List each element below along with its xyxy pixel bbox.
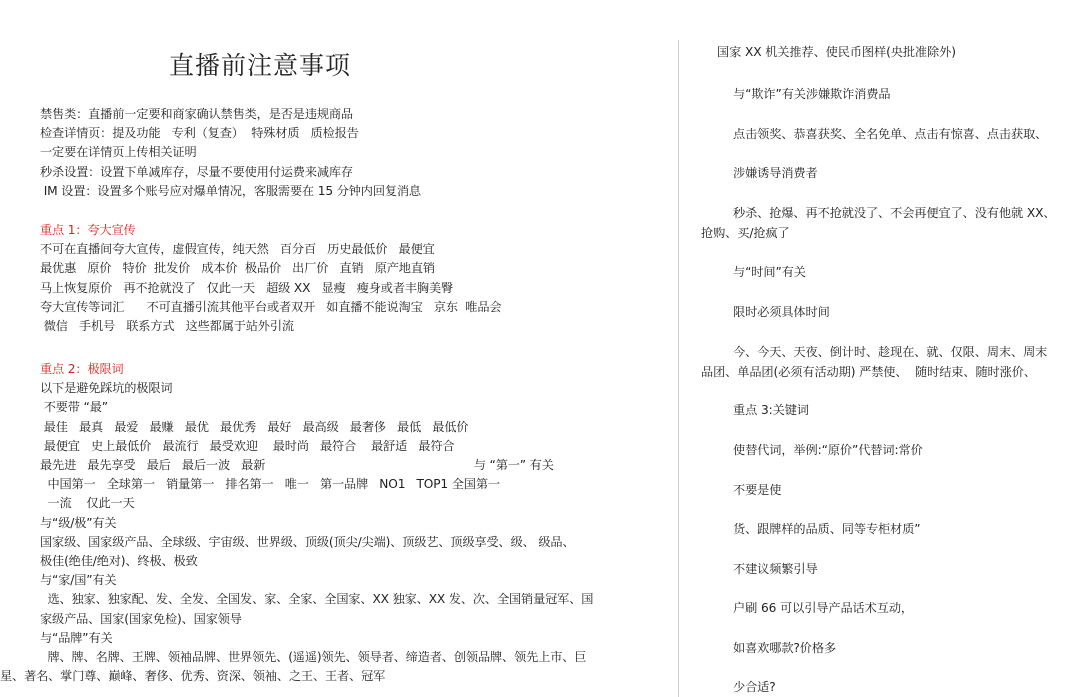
text-line: 国家 XX 机关推荐、使民币图样(央批准除外) <box>717 45 956 59</box>
text-line: 最优惠 原价 特价 批发价 成本价 极品价 出厂价 直销 原产地直销 <box>40 261 435 276</box>
text-line: 少合适? <box>733 680 776 694</box>
text-line: 与“欺诈”有关涉嫌欺诈消费品 <box>733 87 891 101</box>
paragraph <box>681 598 1080 618</box>
paragraph <box>681 519 1080 539</box>
text-line: 一流 仅此一天 <box>40 496 135 511</box>
page-separator <box>678 40 679 697</box>
text-line: 限时必须具体时间 <box>733 305 830 319</box>
intro-block <box>40 105 672 201</box>
section-exaggeration <box>40 221 672 336</box>
text-line: 如喜欢哪款?价格多 <box>733 641 837 655</box>
text-line: 马上恢复原价 再不抢就没了 仅此一天 超级 XX 显瘦 瘦身或者丰胸美臀 <box>40 280 454 295</box>
text-line: 与“品牌”有关 <box>40 630 113 645</box>
paragraph <box>681 262 1080 282</box>
text-line: 夸大宣传等词汇 不可直播引流其他平台或者双开 如直播不能说淘宝 京东 唯品会 <box>40 299 502 314</box>
text-line: 星、著名、掌门尊、巅峰、奢侈、优秀、资深、领袖、之王、王者、冠军 <box>0 669 386 684</box>
text-line: 禁售类：直播前一定要和商家确认禁售类，是否是违规商品 <box>40 107 353 121</box>
text-line: 最先进 最先享受 最后 最后一波 最新 与 “第一” 有关 <box>40 458 554 473</box>
text-line: 选、独家、独家配、发、全发、全国发、家、全家、全国家、XX 独家、XX 发、次、全国销量冠军、国 <box>40 592 594 607</box>
document-title: 直播前注意事项 <box>168 51 351 80</box>
paragraph <box>681 302 1080 322</box>
text-line: 检查详情页：提及功能 专利（复查） 特殊材质 质检报告 <box>40 126 359 141</box>
text-line: 微信 手机号 联系方式 这些都属于站外引流 <box>40 319 294 334</box>
text-line: 不要是使 <box>733 483 782 497</box>
text-line: 使替代词，举例:“原价”代替词:常价 <box>733 443 923 457</box>
text-line: 重点 3:关键词 <box>733 403 809 417</box>
text-line: 涉嫌诱导消费者 <box>733 166 818 180</box>
text-line: 极佳(绝佳/绝对)、终极、极致 <box>40 554 198 569</box>
text-line: 中国第一 全球第一 销量第一 排名第一 唯一 第一品牌 NO1 TOP1 全国第一 <box>40 477 500 492</box>
text-line: 今、今天、天夜、倒计时、趁现在、就、仅限、周末、周末 <box>733 345 1048 359</box>
paragraph <box>681 400 1080 420</box>
paragraph <box>681 203 1080 243</box>
section-heading: 重点 2：极限词 <box>40 362 124 376</box>
section-heading: 重点 1：夸大宣传 <box>40 223 136 237</box>
text-line: 货、跟牌样的品质、同等专柜材质” <box>733 522 921 536</box>
text-line: IM 设置：设置多个账号应对爆单情况，客服需要在 15 分钟内回复消息 <box>40 183 421 198</box>
text-line: 牌、牌、名牌、王牌、领袖品牌、世界领先、(遥遥)领先、领导者、缔造者、创领品牌、领先上市、巨 <box>40 650 587 665</box>
paragraph <box>681 84 1080 104</box>
text-line: 一定要在详情页上传相关证明 <box>40 145 197 160</box>
text-line: 与“时间”有关 <box>733 265 806 279</box>
text-line: 秒杀、抢爆、再不抢就没了、不会再便宜了、没有他就 XX、 <box>733 206 1056 220</box>
text-line: 最佳 最真 最爱 最赚 最优 最优秀 最好 最高级 最奢侈 最低 最低价 <box>40 419 469 434</box>
text-line: 点击领奖、恭喜获奖、全名免单、点击有惊喜、点击获取、 <box>733 127 1048 141</box>
text-line: 与“级/极”有关 <box>40 515 117 530</box>
text-line: 秒杀设置：设置下单减库存，尽量不要使用付运费来减库存 <box>40 164 353 179</box>
text-line: 不可在直播间夸大宣传，虚假宣传，纯天然 百分百 历史最低价 最便宜 <box>40 242 435 257</box>
paragraph <box>681 638 1080 658</box>
section-extreme-words <box>0 360 672 686</box>
text-line: 国家级、国家级产品、全球级、宇宙级、世界级、顶级(顶尖/尖端)、顶级艺、顶级享受、级、 级品、 <box>40 534 575 549</box>
text-line: 最便宜 史上最低价 最流行 最受欢迎 最时尚 最符合 最舒适 最符合 <box>40 438 455 453</box>
paragraph <box>681 677 1080 697</box>
text-line: 家级产品、国家(国家免检)、国家领导 <box>40 611 242 626</box>
paragraph <box>681 440 1080 460</box>
paragraph <box>681 342 1080 382</box>
text-line: 与“家/国”有关 <box>40 573 117 588</box>
text-line: 户刷 66 可以引导产品话术互动， <box>733 601 913 615</box>
paragraph <box>681 480 1080 500</box>
text-line: 品团、单品团(必须有活动期) 严禁使、 随时结束、随时涨价、 <box>701 365 1036 379</box>
paragraph <box>681 163 1080 183</box>
paragraph <box>681 124 1080 144</box>
text-line: 不要带 “最” <box>40 400 108 415</box>
text-line: 抢购、买/抢疯了 <box>701 226 790 240</box>
text-line: 以下是避免踩坑的极限词 <box>40 381 173 396</box>
right-page <box>681 0 1080 697</box>
paragraph <box>681 42 1080 62</box>
paragraph <box>681 559 1080 579</box>
text-line: 不建议频繁引导 <box>733 562 818 576</box>
